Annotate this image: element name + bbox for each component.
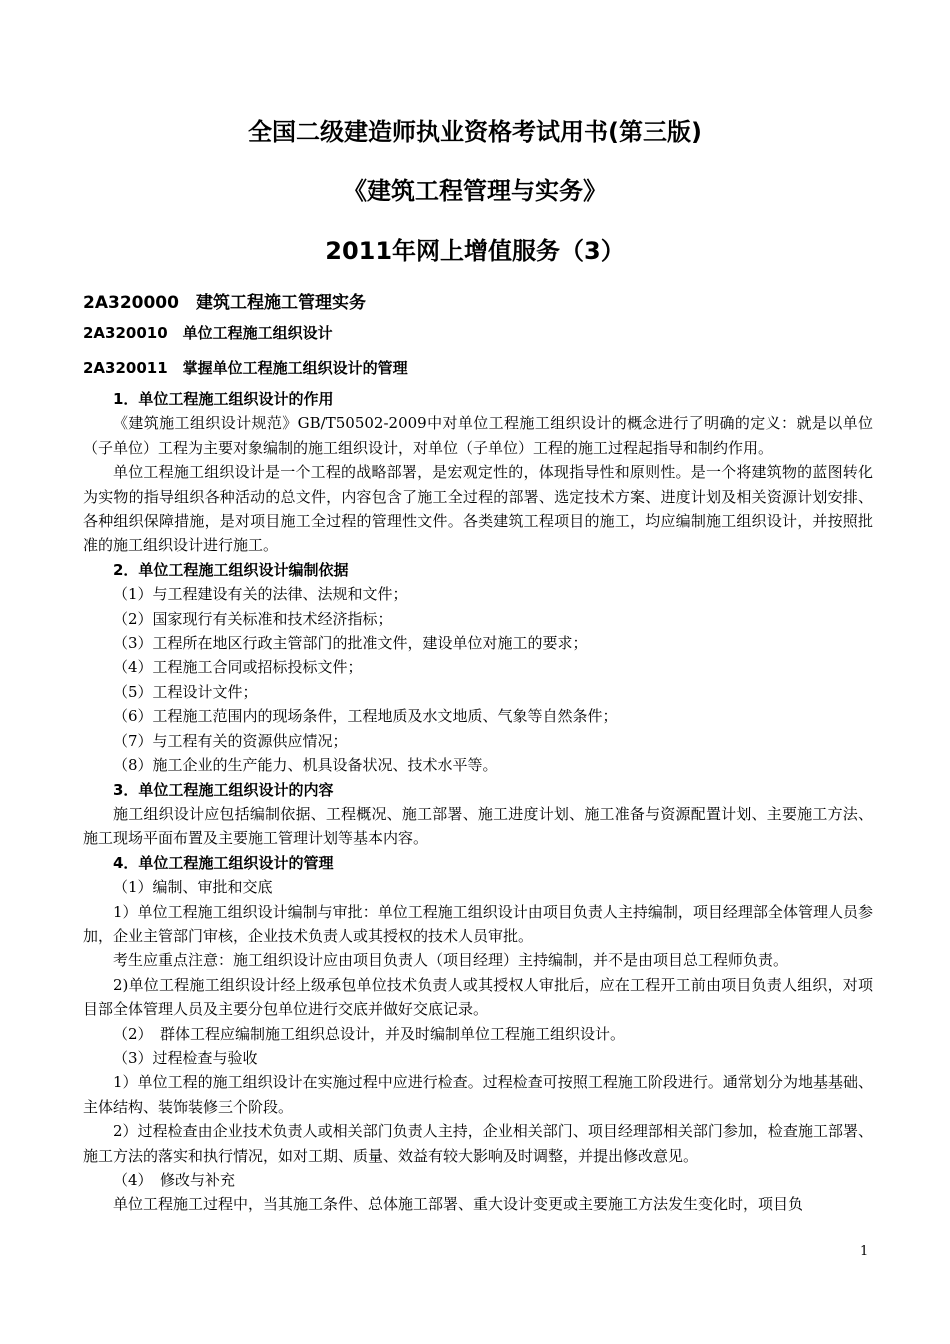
list-item: （4）工程施工合同或招标投标文件； [113, 658, 363, 677]
page-number: 1 [860, 1244, 869, 1259]
note-paragraph: 考生应重点注意：施工组织设计应由项目负责人（项目经理）主持编制，并不是由项目总工程师负责。 [113, 951, 789, 970]
body-text [83, 387, 873, 1217]
paragraph: 1）单位工程施工组织设计编制与审批：单位工程施工组织设计由项目负责人主持编制，项目经理部全体管理人员参加，企业主管部门审核，企业技术负责人或其授权的技术人员审批。 [83, 902, 873, 945]
item-heading: 2．单位工程施工组织设计编制依据 [113, 560, 349, 579]
item-heading: 3．单位工程施工组织设计的内容 [113, 780, 334, 799]
list-item: （6）工程施工范围内的现场条件，工程地质及水文地质、气象等自然条件； [113, 707, 618, 726]
list-item: （7）与工程有关的资源供应情况； [113, 731, 348, 750]
paragraph: 1）单位工程的施工组织设计在实施过程中应进行检查。过程检查可按照工程施工阶段进行。通常划分为地基基础、主体结构、装饰装修三个阶段。 [83, 1073, 873, 1116]
list-item: （1）编制、审批和交底 [113, 878, 273, 897]
paragraph: 2）过程检查由企业技术负责人或相关部门负责人主持，企业相关部门、项目经理部相关部门参加，检查施工部署、施工方法的落实和执行情况，如对工期、质量、效益有较大影响及时调整，并提出修改意见。 [83, 1122, 873, 1165]
service-title: 2011年网上增值服务（3） [325, 237, 625, 265]
list-item: （8）施工企业的生产能力、机具设备状况、技术水平等。 [113, 756, 498, 775]
chapter-heading: 2A320000 建筑工程施工管理实务 [83, 293, 366, 313]
list-item: （1）与工程建设有关的法律、法规和文件； [113, 585, 408, 604]
paragraph: 单位工程施工组织设计是一个工程的战略部署，是宏观定性的，体现指导性和原则性。是一个将建筑物的蓝图转化为实物的指导组织各种活动的总文件，内容包含了施工全过程的部署、选定技术方案、进度计划及相关资源计划安排、各种组织保障措施，是对项目施工全过程的管理性文件。各类建筑工程项目的施工，均应编制施工组织设计，并按照批准的施工组织设计进行施工。 [83, 463, 873, 555]
list-item: （4） 修改与补充 [113, 1171, 236, 1189]
subsection-heading: 2A320011 掌握单位工程施工组织设计的管理 [83, 359, 408, 377]
section-heading: 2A320010 单位工程施工组织设计 [83, 324, 333, 342]
paragraph: 2)单位工程施工组织设计经上级承包单位技术负责人或其授权人审批后，应在工程开工前由项目负责人组织，对项目部全体管理人员及主要分包单位进行交底并做好交底记录。 [83, 975, 873, 1019]
list-item: （5）工程设计文件； [113, 682, 258, 701]
list-item: （2） 群体工程应编制施工组织总设计，并及时编制单位工程施工组织设计。 [113, 1024, 626, 1043]
list-item: （3）工程所在地区行政主管部门的批准文件，建设单位对施工的要求； [113, 634, 588, 653]
list-item: （2）国家现行有关标准和技术经济指标； [113, 609, 393, 628]
subject-title: 《建筑工程管理与实务》 [343, 177, 607, 205]
book-title: 全国二级建造师执业资格考试用书(第三版) [248, 118, 702, 146]
item-heading: 1．单位工程施工组织设计的作用 [113, 390, 334, 408]
paragraph: 施工组织设计应包括编制依据、工程概况、施工部署、施工进度计划、施工准备与资源配置计划、主要施工方法、施工现场平面布置及主要施工管理计划等基本内容。 [83, 804, 873, 848]
paragraph: 《建筑施工组织设计规范》GB/T50502-2009中对单位工程施工组织设计的概念进行了明确的定义：就是以单位（子单位）工程为主要对象编制的施工组织设计，对单位（子单位）工程的施工过程起指导和制约作用。 [83, 414, 873, 457]
list-item: （3）过程检查与验收 [113, 1048, 258, 1067]
paragraph: 单位工程施工过程中，当其施工条件、总体施工部署、重大设计变更或主要施工方法发生变化时，项目负 [113, 1195, 804, 1214]
item-heading: 4．单位工程施工组织设计的管理 [113, 853, 334, 872]
